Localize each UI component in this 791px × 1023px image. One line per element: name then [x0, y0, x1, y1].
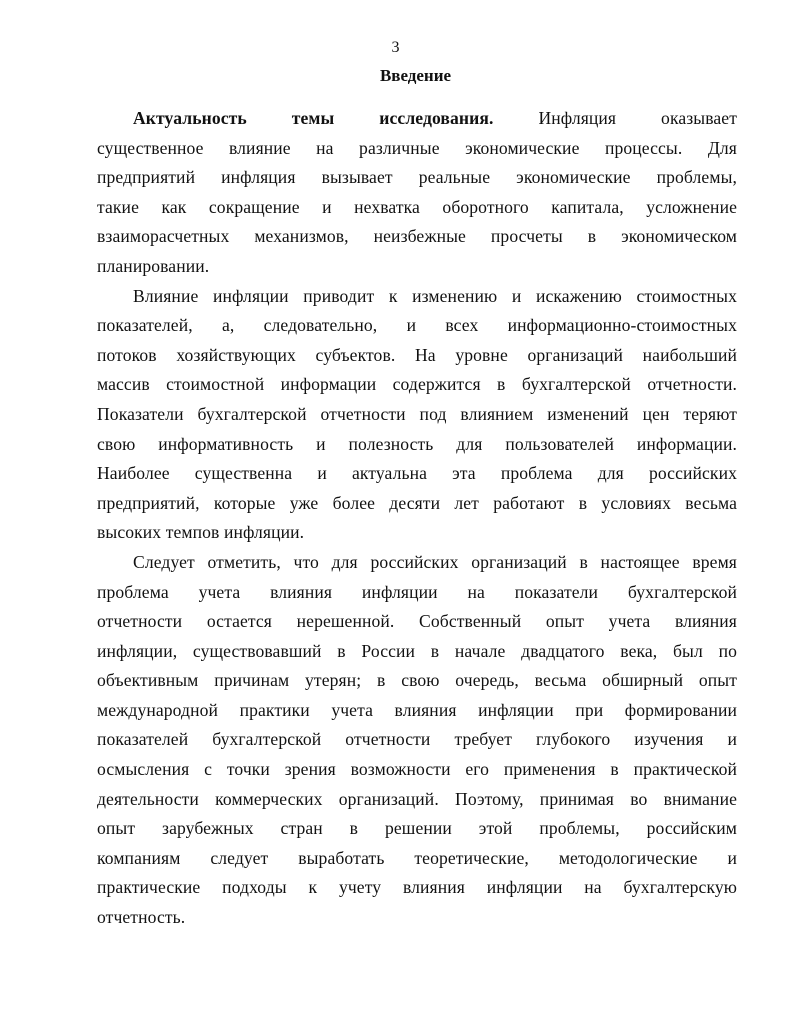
- paragraph-russian-experience: [97, 548, 737, 933]
- paragraph-line: такие как сокращение и нехватка оборотного капитала, усложнение: [97, 196, 737, 217]
- paragraph-line: предприятий инфляция вызывает реальные экономические проблемы,: [97, 167, 737, 188]
- paragraph-line: Наиболее существенна и актуальна эта проблема для российских: [97, 463, 737, 484]
- paragraph-line: взаиморасчетных механизмов, неизбежные просчеты в экономическом: [97, 226, 737, 247]
- section-heading: Введение: [379, 66, 452, 85]
- paragraph-line: существенное влияние на различные экономические процессы. Для: [97, 137, 737, 158]
- relevance-lead: Актуальность темы исследования.: [133, 108, 494, 128]
- paragraph-line: планировании.: [97, 255, 210, 276]
- paragraph-line: осмысления с точки зрения возможности его применения в практической: [97, 759, 737, 780]
- paragraph-line: Показатели бухгалтерской отчетности под влиянием изменений цен теряют: [97, 403, 737, 424]
- paragraph-line: высоких темпов инфляции.: [97, 522, 305, 543]
- paragraph-line: отчетности остается нерешенной. Собственный опыт учета влияния: [97, 611, 737, 632]
- body-text: [97, 104, 737, 933]
- paragraph-inflation-impact: [97, 282, 737, 548]
- line-text: Инфляция оказывает: [493, 108, 737, 128]
- paragraph-line: международной практики учета влияния инфляции при формировании: [97, 699, 737, 720]
- paragraph-line: массив стоимостной информации содержится в бухгалтерской отчетности.: [97, 374, 737, 395]
- paragraph-line: опыт зарубежных стран в решении этой проблемы, российским: [97, 818, 737, 839]
- paragraph-line: предприятий, которые уже более десяти лет работают в условиях весьма: [97, 492, 737, 513]
- paragraph-line: деятельности коммерческих организаций. Поэтому, принимая во внимание: [97, 788, 737, 809]
- paragraph-line: отчетность.: [97, 907, 186, 928]
- page-number: 3: [391, 39, 400, 56]
- paragraph-line: свою информативность и полезность для пользователей информации.: [97, 433, 737, 454]
- paragraph-line: проблема учета влияния инфляции на показатели бухгалтерской: [97, 581, 737, 602]
- paragraph-line: показателей, а, следовательно, и всех информационно-стоимостных: [97, 315, 737, 336]
- paragraph-relevance: [97, 104, 737, 282]
- paragraph-line: показателей бухгалтерской отчетности требует глубокого изучения и: [97, 729, 737, 750]
- paragraph-line: потоков хозяйствующих субъектов. На уровне организаций наибольший: [97, 344, 737, 365]
- paragraph-line: объективным причинам утерян; в свою очередь, весьма обширный опыт: [97, 670, 737, 691]
- paragraph-line: инфляции, существовавший в России в начале двадцатого века, был по: [97, 640, 737, 661]
- paragraph-line: Влияние инфляции приводит к изменению и искажению стоимостных: [133, 285, 737, 306]
- paragraph-line: [97, 104, 737, 134]
- paragraph-line: компаниям следует выработать теоретические, методологические и: [97, 847, 737, 868]
- paragraph-line: Следует отметить, что для российских организаций в настоящее время: [133, 551, 737, 572]
- paragraph-line: практические подходы к учету влияния инфляции на бухгалтерскую: [97, 877, 737, 898]
